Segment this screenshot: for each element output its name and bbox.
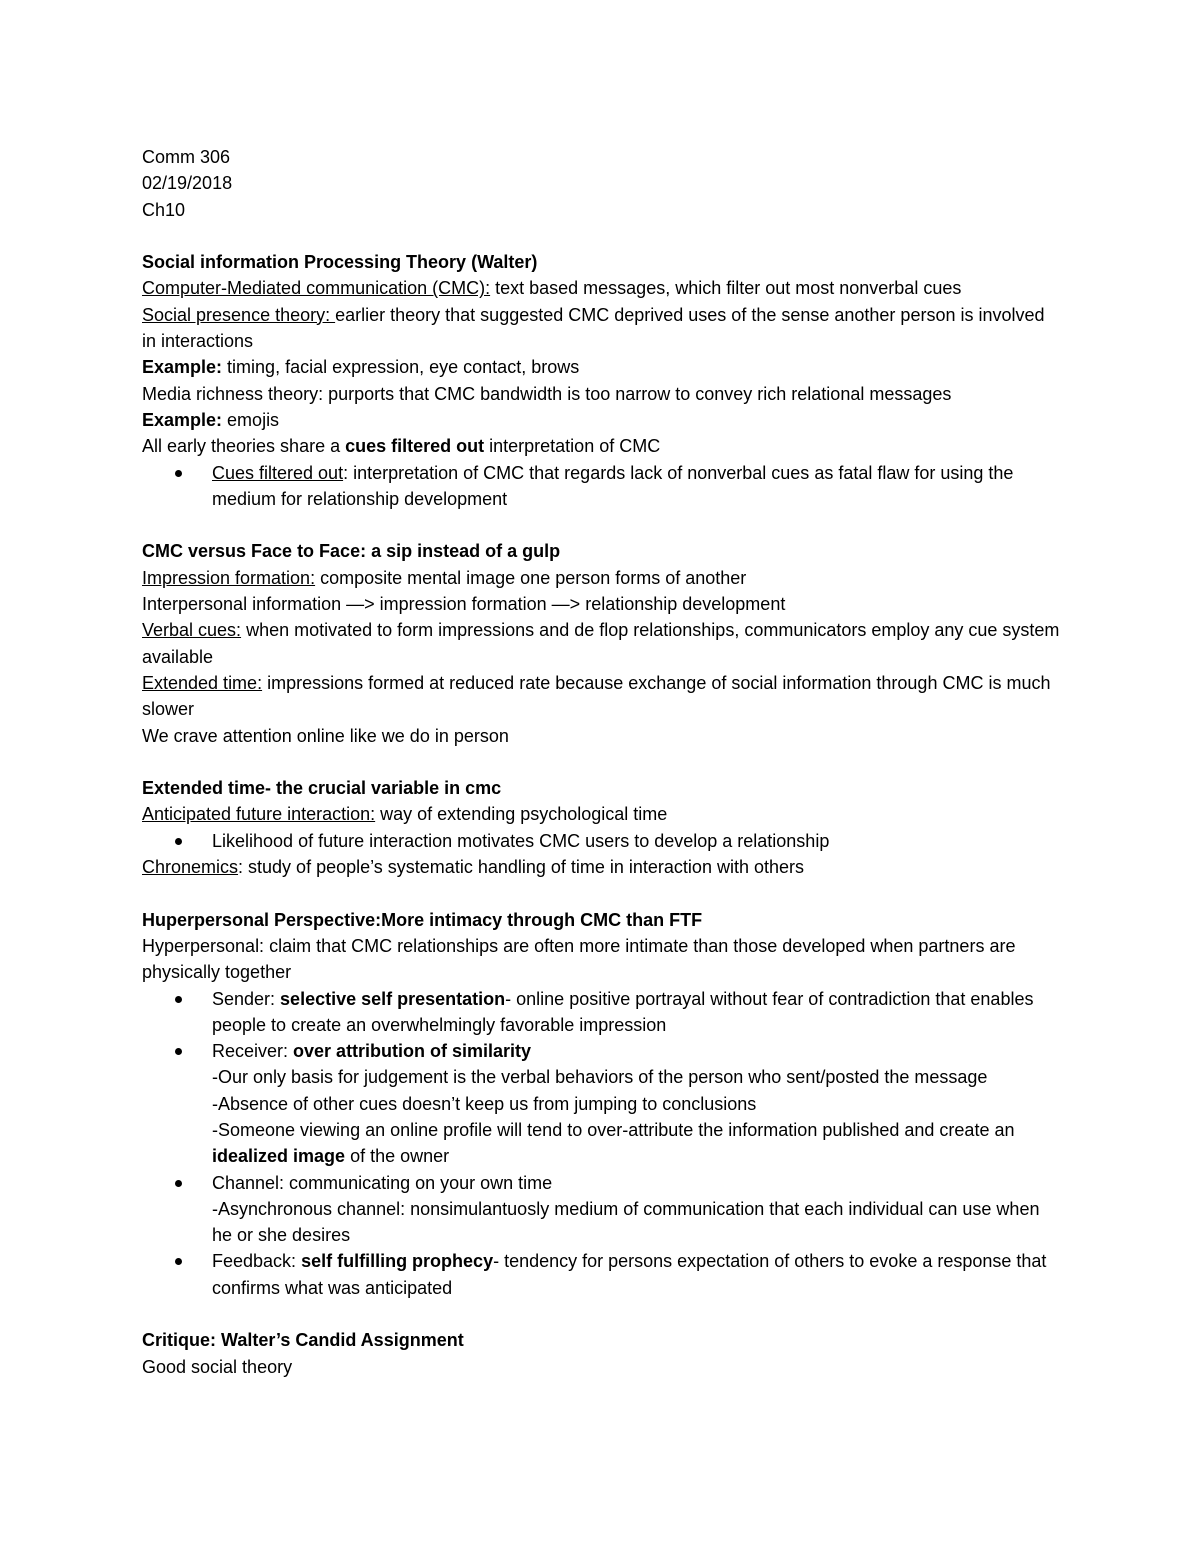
- if-term: Impression formation:: [142, 567, 316, 588]
- et-term: Extended time:: [142, 672, 263, 693]
- bullet-list: [142, 828, 1060, 854]
- cmc-definition: [142, 275, 1060, 301]
- receiver-bold: over attribution of similarity: [293, 1041, 532, 1062]
- crave-attention-line: We crave attention online like we do in person: [142, 725, 509, 746]
- section-heading-extended-time: Extended time- the crucial variable in cmc: [142, 778, 502, 799]
- lecture-date: 02/19/2018: [142, 173, 233, 194]
- afi-term: Anticipated future interaction:: [142, 804, 376, 825]
- course-name: Comm 306: [142, 147, 231, 167]
- receiver-line: [212, 1038, 1060, 1064]
- feedback-label: Feedback:: [212, 1251, 302, 1272]
- receiver-sub-1: -Our only basis for judgement is the verbal behaviors of the person who sent/posted the message: [212, 1067, 988, 1088]
- sender-label: Sender:: [212, 988, 281, 1009]
- impression-formation-definition: [142, 565, 1060, 591]
- hyperpersonal-definition: Hyperpersonal: claim that CMC relationships are often more intimate than those developed when partners are physically together: [142, 935, 1016, 983]
- example-line-2: [142, 407, 1060, 433]
- receiver-sub3-post: of the owner: [345, 1146, 450, 1167]
- spt-term: Social presence theory:: [142, 304, 336, 325]
- example-text: timing, facial expression, eye contact, brows: [222, 357, 580, 378]
- sender-text: - online positive portrayal without fear of contradiction that enables people to create an overwhelmingly favorable impression: [212, 988, 1034, 1035]
- section-heading-sipt: Social information Processing Theory (Walter): [142, 252, 538, 273]
- vc-term: Verbal cues:: [142, 620, 242, 641]
- bullet-list: [142, 460, 1060, 513]
- receiver-sub-3: [212, 1117, 1060, 1170]
- example-text: emojis: [222, 409, 280, 430]
- receiver-sub3-pre: -Someone viewing an online profile will tend to over-attribute the information published and create an: [212, 1119, 1015, 1140]
- share-post: interpretation of CMC: [484, 436, 661, 457]
- cmc-term: Computer-Mediated communication (CMC):: [142, 278, 491, 299]
- et-def: impressions formed at reduced rate because exchange of social information through CMC is much slower: [142, 672, 1051, 720]
- idealized-image-bold: idealized image: [212, 1146, 346, 1167]
- cmc-def: text based messages, which filter out most nonverbal cues: [490, 278, 962, 299]
- channel-sub: -Asynchronous channel: nonsimulantuosly medium of communication that each individual can use when he or she desires: [212, 1198, 1040, 1246]
- receiver-sub-2: -Absence of other cues doesn’t keep us from jumping to conclusions: [212, 1093, 757, 1114]
- extended-time-definition: [142, 670, 1060, 723]
- channel-line: Channel: communicating on your own time: [212, 1172, 553, 1193]
- section-heading-hyperpersonal: Huperpersonal Perspective:More intimacy through CMC than FTF: [142, 909, 703, 930]
- bullet-list: [142, 986, 1060, 1302]
- example-label: Example:: [142, 409, 223, 430]
- chronemics-definition: [142, 854, 1060, 880]
- afi-def: way of extending psychological time: [375, 804, 668, 825]
- example-label: Example:: [142, 357, 223, 378]
- list-item-sender: [142, 986, 1060, 1039]
- information-flow-line: Interpersonal information —> impression formation —> relationship development: [142, 594, 786, 615]
- list-item: Likelihood of future interaction motivates CMC users to develop a relationship: [142, 828, 1060, 854]
- list-item: [142, 460, 1060, 513]
- social-presence-definition: [142, 302, 1060, 355]
- if-def: composite mental image one person forms of another: [315, 567, 747, 588]
- section-heading-critique: Critique: Walter’s Candid Assignment: [142, 1330, 464, 1351]
- chapter-label: Ch10: [142, 199, 186, 220]
- feedback-bold: self fulfilling prophecy: [301, 1251, 494, 1272]
- cues-filtered-term: Cues filtered out: [212, 462, 344, 483]
- verbal-cues-definition: [142, 617, 1060, 670]
- afi-definition: [142, 801, 1060, 827]
- list-item-feedback: [142, 1248, 1060, 1301]
- list-item-channel: [142, 1170, 1060, 1249]
- media-richness-definition: Media richness theory: purports that CMC bandwidth is too narrow to convey rich relational messages: [142, 383, 952, 404]
- early-theories-line: [142, 433, 1060, 459]
- feedback-text: - tendency for persons expectation of others to evoke a response that confirms what was anticipated: [212, 1251, 1047, 1298]
- spt-def: earlier theory that suggested CMC deprived uses of the sense another person is involved in interactions: [142, 304, 1045, 352]
- example-line-1: [142, 354, 1060, 380]
- cues-filtered-out-bold: cues filtered out: [345, 436, 485, 457]
- cues-filtered-def: : interpretation of CMC that regards lack of nonverbal cues as fatal flaw for using the medium for relationship development: [212, 462, 1014, 509]
- receiver-label: Receiver:: [212, 1041, 294, 1062]
- chronemics-term: Chronemics: [142, 857, 239, 878]
- sender-bold: selective self presentation: [280, 988, 506, 1009]
- share-pre: All early theories share a: [142, 436, 346, 457]
- section-heading-cmc-vs-ftf: CMC versus Face to Face: a sip instead of a gulp: [142, 541, 561, 562]
- list-item-receiver: [142, 1038, 1060, 1169]
- chronemics-def: : study of people’s systematic handling of time in interaction with others: [238, 857, 804, 878]
- critique-text: Good social theory: [142, 1356, 293, 1377]
- vc-def: when motivated to form impressions and de flop relationships, communicators employ any cue system available: [142, 620, 1060, 667]
